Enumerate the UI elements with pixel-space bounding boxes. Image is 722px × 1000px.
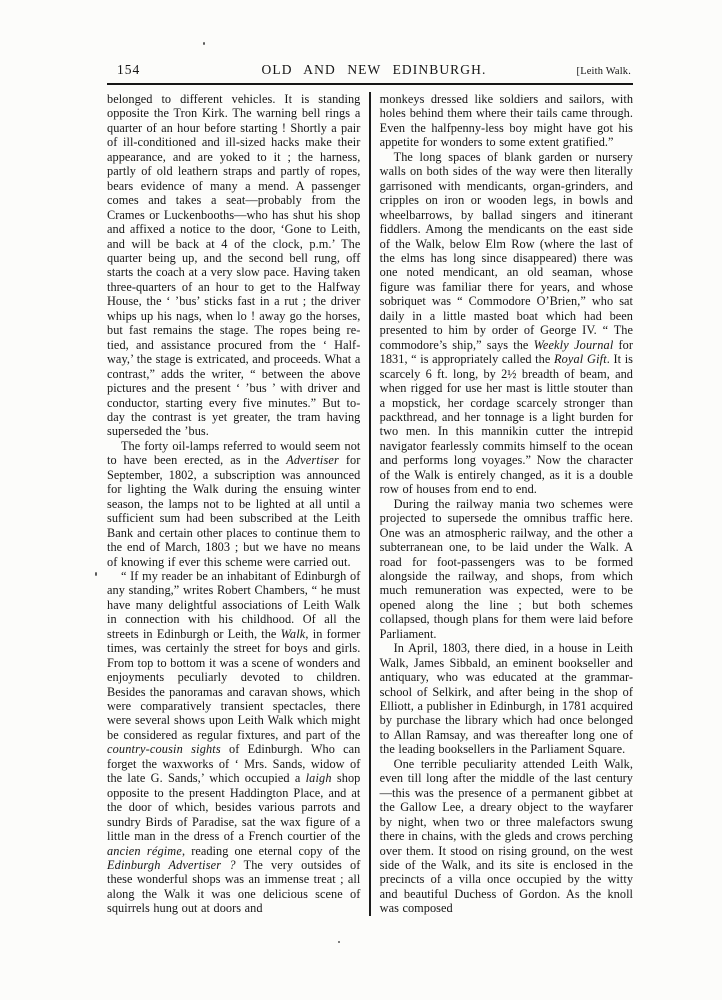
body-text: of Edinburgh. Who can forget the waxworks of ‘ Mrs. Sands, widow of the late G. Sands,’ which occupied a — [107, 742, 361, 786]
running-title: OLD AND NEW EDINBURGH. — [261, 62, 487, 77]
paragraph — [380, 757, 633, 916]
paragraph — [380, 92, 633, 150]
right-column — [371, 92, 633, 916]
paragraph — [380, 641, 633, 757]
body-text: for September, 1802, a subscription was announced for lighting the Walk during the ensuing winter season, the lamps not to be lighted at all until a sufficient sum had been subscribed at the Leith Bank and certain other places to continue them to the end of March, 1803 ; but we have no means of knowing if ever this scheme were carried out. — [107, 453, 361, 569]
italic-text: laigh — [305, 771, 332, 786]
paragraph — [380, 150, 633, 497]
italic-text: country-cousin sights — [107, 742, 221, 757]
header-rule — [107, 83, 633, 85]
scan-speck — [203, 42, 205, 45]
body-text: . It is scarcely 6 ft. long, by 2½ breadth of beam, and when rigged for use her mast is little stouter than a mopstick, her cordage scarcely stronger than packthread, and her tonnage is a light burden for two men. In this mannikin cutter the intrepid navigator fearlessly commits himself to the ocean and performs long voyages.” Now the character of the Walk is entirely changed, as it is a double row of houses from end to end. — [379, 352, 634, 497]
paragraph — [380, 497, 633, 642]
body-text: During the railway mania two schemes were projected to supersede the omnibus traffic here. One was an atmospheric railway, and the other a subterranean one, to be laid under the Walk. A road for foot-passengers was to be formed alongside the railway, and shops, from which much remuneration was expected, were to be opened along the line ; but both schemes collapsed, though plans for them were laid before Parliament. — [379, 496, 634, 641]
paragraph — [107, 569, 360, 916]
body-text: “ If my reader be an inhabitant of Edinburgh of any standing,” writes Robert Chambers, “ he must have many delightful associations of Leith Walk in connection with his childhood. Of all the streets in Edinburgh or Leith, the — [107, 568, 361, 641]
running-head — [107, 62, 633, 78]
text-columns — [107, 92, 633, 916]
scan-speck — [95, 572, 97, 576]
scan-speck — [338, 941, 340, 943]
left-column — [107, 92, 369, 916]
body-text: The forty oil-lamps referred to would seem not to have been erected, as in the — [107, 438, 361, 468]
italic-text: Weekly Journal — [533, 337, 614, 352]
page-number: 154 — [117, 62, 141, 77]
italic-text: ancien régime — [107, 843, 182, 858]
body-text: monkeys dressed like soldiers and sailors, with holes behind them where their tails came through. Even the halfpenny-less boy might have got his appetite for wonders to some extent gratified.” — [379, 92, 634, 150]
italic-text: Royal Gift — [553, 352, 607, 367]
body-text: , reading one eternal copy of the — [181, 843, 361, 858]
book-page — [107, 62, 633, 916]
body-text: The long spaces of blank garden or nursery walls on both sides of the way were then literally garrisoned with mendicants, organ-grinders, and cripples on iron or wooden legs, in bowls and wheelbarrows, by ballad singers and itinerant fiddlers. Among the mendicants on the east side of the Walk, below Elm Row (where the last of the elms has long since disappeared) there was one noted mendicant, an old seaman, whose figure was familiar there for years, and whose sobriquet was “ Commodore O’Brien,” who sat daily in a little masted boat which had been presented to him by order of George IV. “ The commodore’s ship,” says the — [379, 149, 634, 352]
section-side-note: [Leith Walk. — [576, 66, 631, 77]
body-text: , in former times, was certainly the street for boys and girls. From top to bottom it was a scene of wonders and enjoyments peculiarly devoted to children. Besides the panoramas and caravan shows, which were comparatively transient spectacles, there were several shows upon Leith Walk which might be considered as regular fixtures, and part of the — [107, 626, 361, 742]
italic-text: Edinburgh Advertiser ? — [107, 858, 236, 873]
body-text: shop opposite to the present Haddington Place, and at the door of which, besides various parrots and sundry Birds of Paradise, sat the wax figure of a little man in the dress of a French courtier of the — [107, 771, 361, 844]
body-text: for 1831, “ is appropriately called the — [379, 337, 634, 367]
body-text: One terrible peculiarity attended Leith Walk, even till long after the middle of the last century—this was the presence of a permanent gibbet at the Gallow Lee, a dreary object to the wayfarer by night, when two or three malefactors swung there in chains, with the gleds and crows perching over them. It stood on rising ground, on the west side of the Walk, and its site is enclosed in the precincts of a villa once occupied by the witty and beautiful Duchess of Gordon. As the knoll was composed — [379, 756, 634, 916]
body-text: belonged to different vehicles. It is standing opposite the Tron Kirk. The warning bell rings a quarter of an hour before starting ! Shortly a pair of ill-conditioned and ill-sized hacks make their appearance, and are yoked to it ; the harness, partly of old leathern straps and partly of ropes, bears evidence of many a mend. A passenger comes and takes a seat—probably from the Crames or Luckenbooths—who has shut his shop and affixed a notice to the door, ‘Gone to Leith, and will be back at 4 of the clock, p.m.’ The quarter being up, and the second bell rung, off starts the coach at a very slow pace. Having taken three-quarters of an hour to get to the Halfway House, the ‘ ’bus’ sticks fast in a rut ; the driver whips up his nags, when lo ! away go the horses, but fast remains the stage. The ropes being re-tied, and assistance procured from the ‘ Half-way,’ the stage is extricated, and proceeds. What a contrast,” adds the writer, “ between the above pictures and the present ‘ ’bus ’ with driver and conductor, starting every five minutes.” But to-day the contrast is yet greater, the tram having superseded the ’bus. — [107, 92, 361, 439]
body-text: In April, 1803, there died, in a house in Leith Walk, James Sibbald, an eminent bookseller and antiquary, who was educated at the grammar-school of Selkirk, and after being in the shop of Elliott, a publisher in Edinburgh, in 1781 acquired by purchase the library which had once belonged to Allan Ramsay, and was thereafter long one of the leading booksellers in the Parliament Square. — [379, 641, 634, 757]
paragraph — [107, 439, 360, 569]
body-text: The very outsides of these wonderful shops was an immense treat ; all along the Walk it was one delicious scene of squirrels hung out at doors and — [107, 858, 361, 916]
italic-text: Walk — [280, 626, 306, 641]
italic-text: Advertiser — [286, 453, 339, 468]
paragraph — [107, 92, 360, 439]
